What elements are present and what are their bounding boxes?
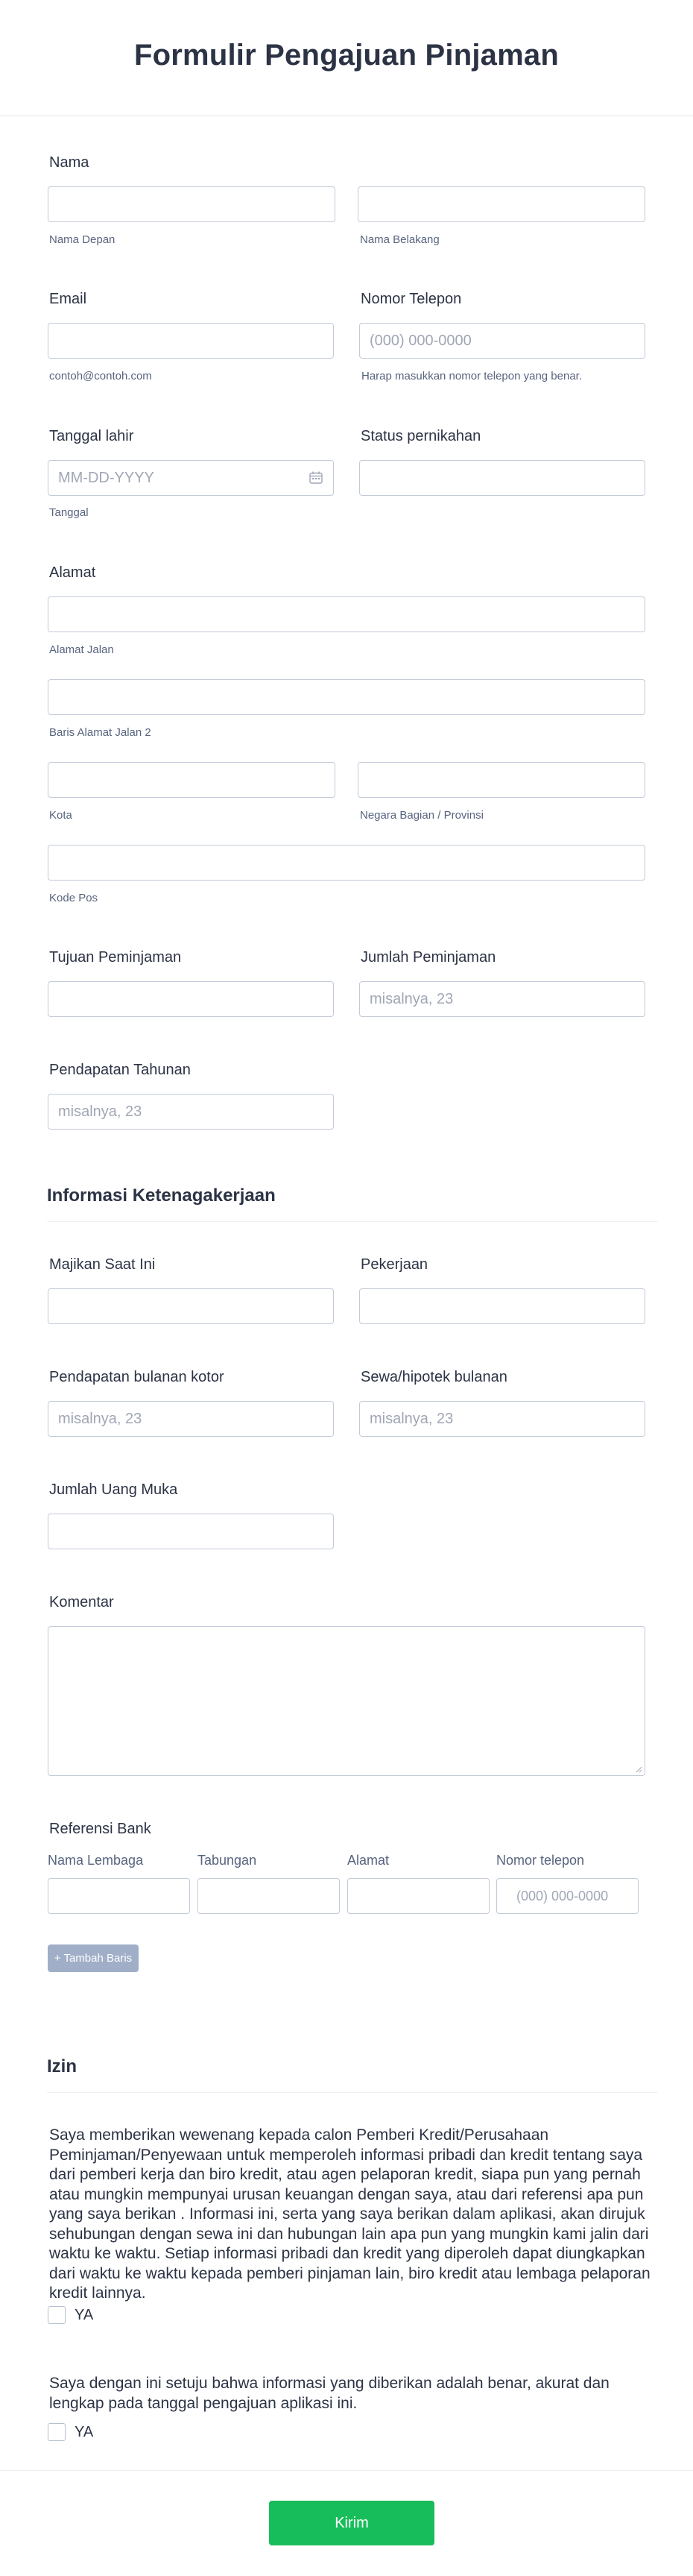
email-sublabel: contoh@contoh.com (49, 370, 152, 382)
consent-section-title: Izin (47, 2056, 77, 2076)
annual-income-input[interactable] (48, 1094, 334, 1130)
email-input[interactable] (48, 323, 334, 359)
bank-address-input[interactable] (347, 1878, 490, 1914)
occupation-label: Pekerjaan (361, 1256, 428, 1273)
bank-reference-label: Referensi Bank (49, 1821, 151, 1837)
employment-section-title: Informasi Ketenagakerjaan (47, 1185, 276, 1206)
occupation-input[interactable] (359, 1288, 645, 1324)
loan-amount-input[interactable] (359, 981, 645, 1017)
last-name-sublabel: Nama Belakang (360, 233, 440, 246)
down-payment-label: Jumlah Uang Muka (49, 1481, 178, 1498)
loan-purpose-input[interactable] (48, 981, 334, 1017)
monthly-rent-placeholder: misalnya, 23 (370, 1411, 454, 1427)
annual-income-label: Pendapatan Tahunan (49, 1062, 191, 1078)
consent-paragraph-1: Saya memberikan wewenang kepada calon Pemberi Kredit/Perusahaan Peminjaman/Penyewaan untuk memperoleh informasi pribadi dan kredit tentang saya dari pemberi kerja dan biro kredit, atau agen pelaporan kredit, siapa pun yang pernah atau mungkin mempunyai urusan keuangan dengan saya, atau dari referensi apa pun yang saya berikan . Informasi ini, serta yang saya berikan dalam aplikasi, akan dirujuk sehubungan dengan sewa ini dan hubungan lain apa pun yang mungkin kami jalin dari waktu ke waktu. Setiap informasi pribadi dan kredit yang diperoleh dapat diungkapkan dari waktu ke waktu kepada pemberi pinjaman lain, biro kredit atau lembaga pelaporan kredit lainnya. (49, 2126, 651, 2302)
consent-paragraph-2: Saya dengan ini setuju bahwa informasi yang diberikan adalah benar, akurat dan lengkap pada tanggal pengajuan aplikasi ini. (49, 2375, 610, 2412)
last-name-input[interactable] (358, 186, 645, 222)
footer-divider (0, 2470, 693, 2471)
consent-checkbox-2-label[interactable]: YA (75, 2424, 94, 2440)
column-header-address: Alamat (347, 1853, 390, 1868)
street-address-sublabel: Alamat Jalan (49, 643, 114, 656)
gross-monthly-income-label: Pendapatan bulanan kotor (49, 1369, 224, 1385)
loan-purpose-label: Tujuan Peminjaman (49, 949, 182, 966)
current-employer-label: Majikan Saat Ini (49, 1256, 156, 1273)
state-sublabel: Negara Bagian / Provinsi (360, 809, 484, 822)
zip-input[interactable] (48, 845, 645, 881)
city-input[interactable] (48, 762, 335, 798)
loan-amount-label: Jumlah Peminjaman (361, 949, 496, 966)
submit-button[interactable]: Kirim (269, 2501, 434, 2545)
consent-checkbox-1-label[interactable]: YA (75, 2307, 94, 2323)
gross-monthly-income-input[interactable] (48, 1401, 334, 1437)
form-header (0, 0, 693, 116)
consent-checkbox-1[interactable] (48, 2306, 66, 2324)
gross-monthly-income-placeholder: misalnya, 23 (58, 1411, 142, 1427)
annual-income-placeholder: misalnya, 23 (58, 1103, 142, 1120)
bank-phone-input[interactable] (496, 1878, 639, 1914)
phone-placeholder: (000) 000-0000 (370, 333, 472, 349)
city-sublabel: Kota (49, 809, 72, 822)
bank-phone-placeholder: (000) 000-0000 (516, 1889, 609, 1903)
bank-institution-input[interactable] (48, 1878, 190, 1914)
bank-savings-input[interactable] (197, 1878, 340, 1914)
column-header-savings: Tabungan (197, 1853, 257, 1868)
column-header-phone: Nomor telepon (496, 1853, 585, 1868)
section-divider (47, 2092, 658, 2093)
name-label: Nama (49, 154, 89, 171)
monthly-rent-label: Sewa/hipotek bulanan (361, 1369, 507, 1385)
column-header-institution: Nama Lembaga (48, 1853, 144, 1868)
calendar-icon[interactable] (309, 471, 323, 484)
phone-input[interactable] (359, 323, 645, 359)
current-employer-input[interactable] (48, 1288, 334, 1324)
birthdate-sublabel: Tanggal (49, 506, 89, 519)
monthly-rent-input[interactable] (359, 1401, 645, 1437)
first-name-sublabel: Nama Depan (49, 233, 116, 246)
loan-amount-placeholder: misalnya, 23 (370, 991, 454, 1007)
comment-label: Komentar (49, 1594, 114, 1610)
street-address-2-sublabel: Baris Alamat Jalan 2 (49, 726, 151, 739)
first-name-input[interactable] (48, 186, 335, 222)
down-payment-input[interactable] (48, 1514, 334, 1549)
phone-sublabel: Harap masukkan nomor telepon yang benar. (361, 370, 583, 382)
marital-status-input[interactable] (359, 460, 645, 496)
add-row-button[interactable]: + Tambah Baris (48, 1944, 139, 1972)
street-address-input[interactable] (48, 596, 645, 632)
consent-checkbox-2[interactable] (48, 2423, 66, 2441)
address-label: Alamat (49, 564, 96, 581)
state-input[interactable] (358, 762, 645, 798)
page-title: Formulir Pengajuan Pinjaman (134, 39, 559, 72)
resize-handle-icon[interactable] (635, 1766, 642, 1773)
zip-sublabel: Kode Pos (49, 892, 98, 904)
email-label: Email (49, 291, 87, 307)
birthdate-input[interactable] (48, 460, 334, 496)
birthdate-label: Tanggal lahir (49, 428, 134, 444)
phone-label: Nomor Telepon (361, 291, 462, 307)
comment-textarea[interactable] (48, 1626, 645, 1776)
marital-status-label: Status pernikahan (361, 428, 481, 444)
birthdate-placeholder: MM-DD-YYYY (58, 470, 154, 486)
section-divider (47, 1221, 658, 1222)
street-address-2-input[interactable] (48, 679, 645, 715)
